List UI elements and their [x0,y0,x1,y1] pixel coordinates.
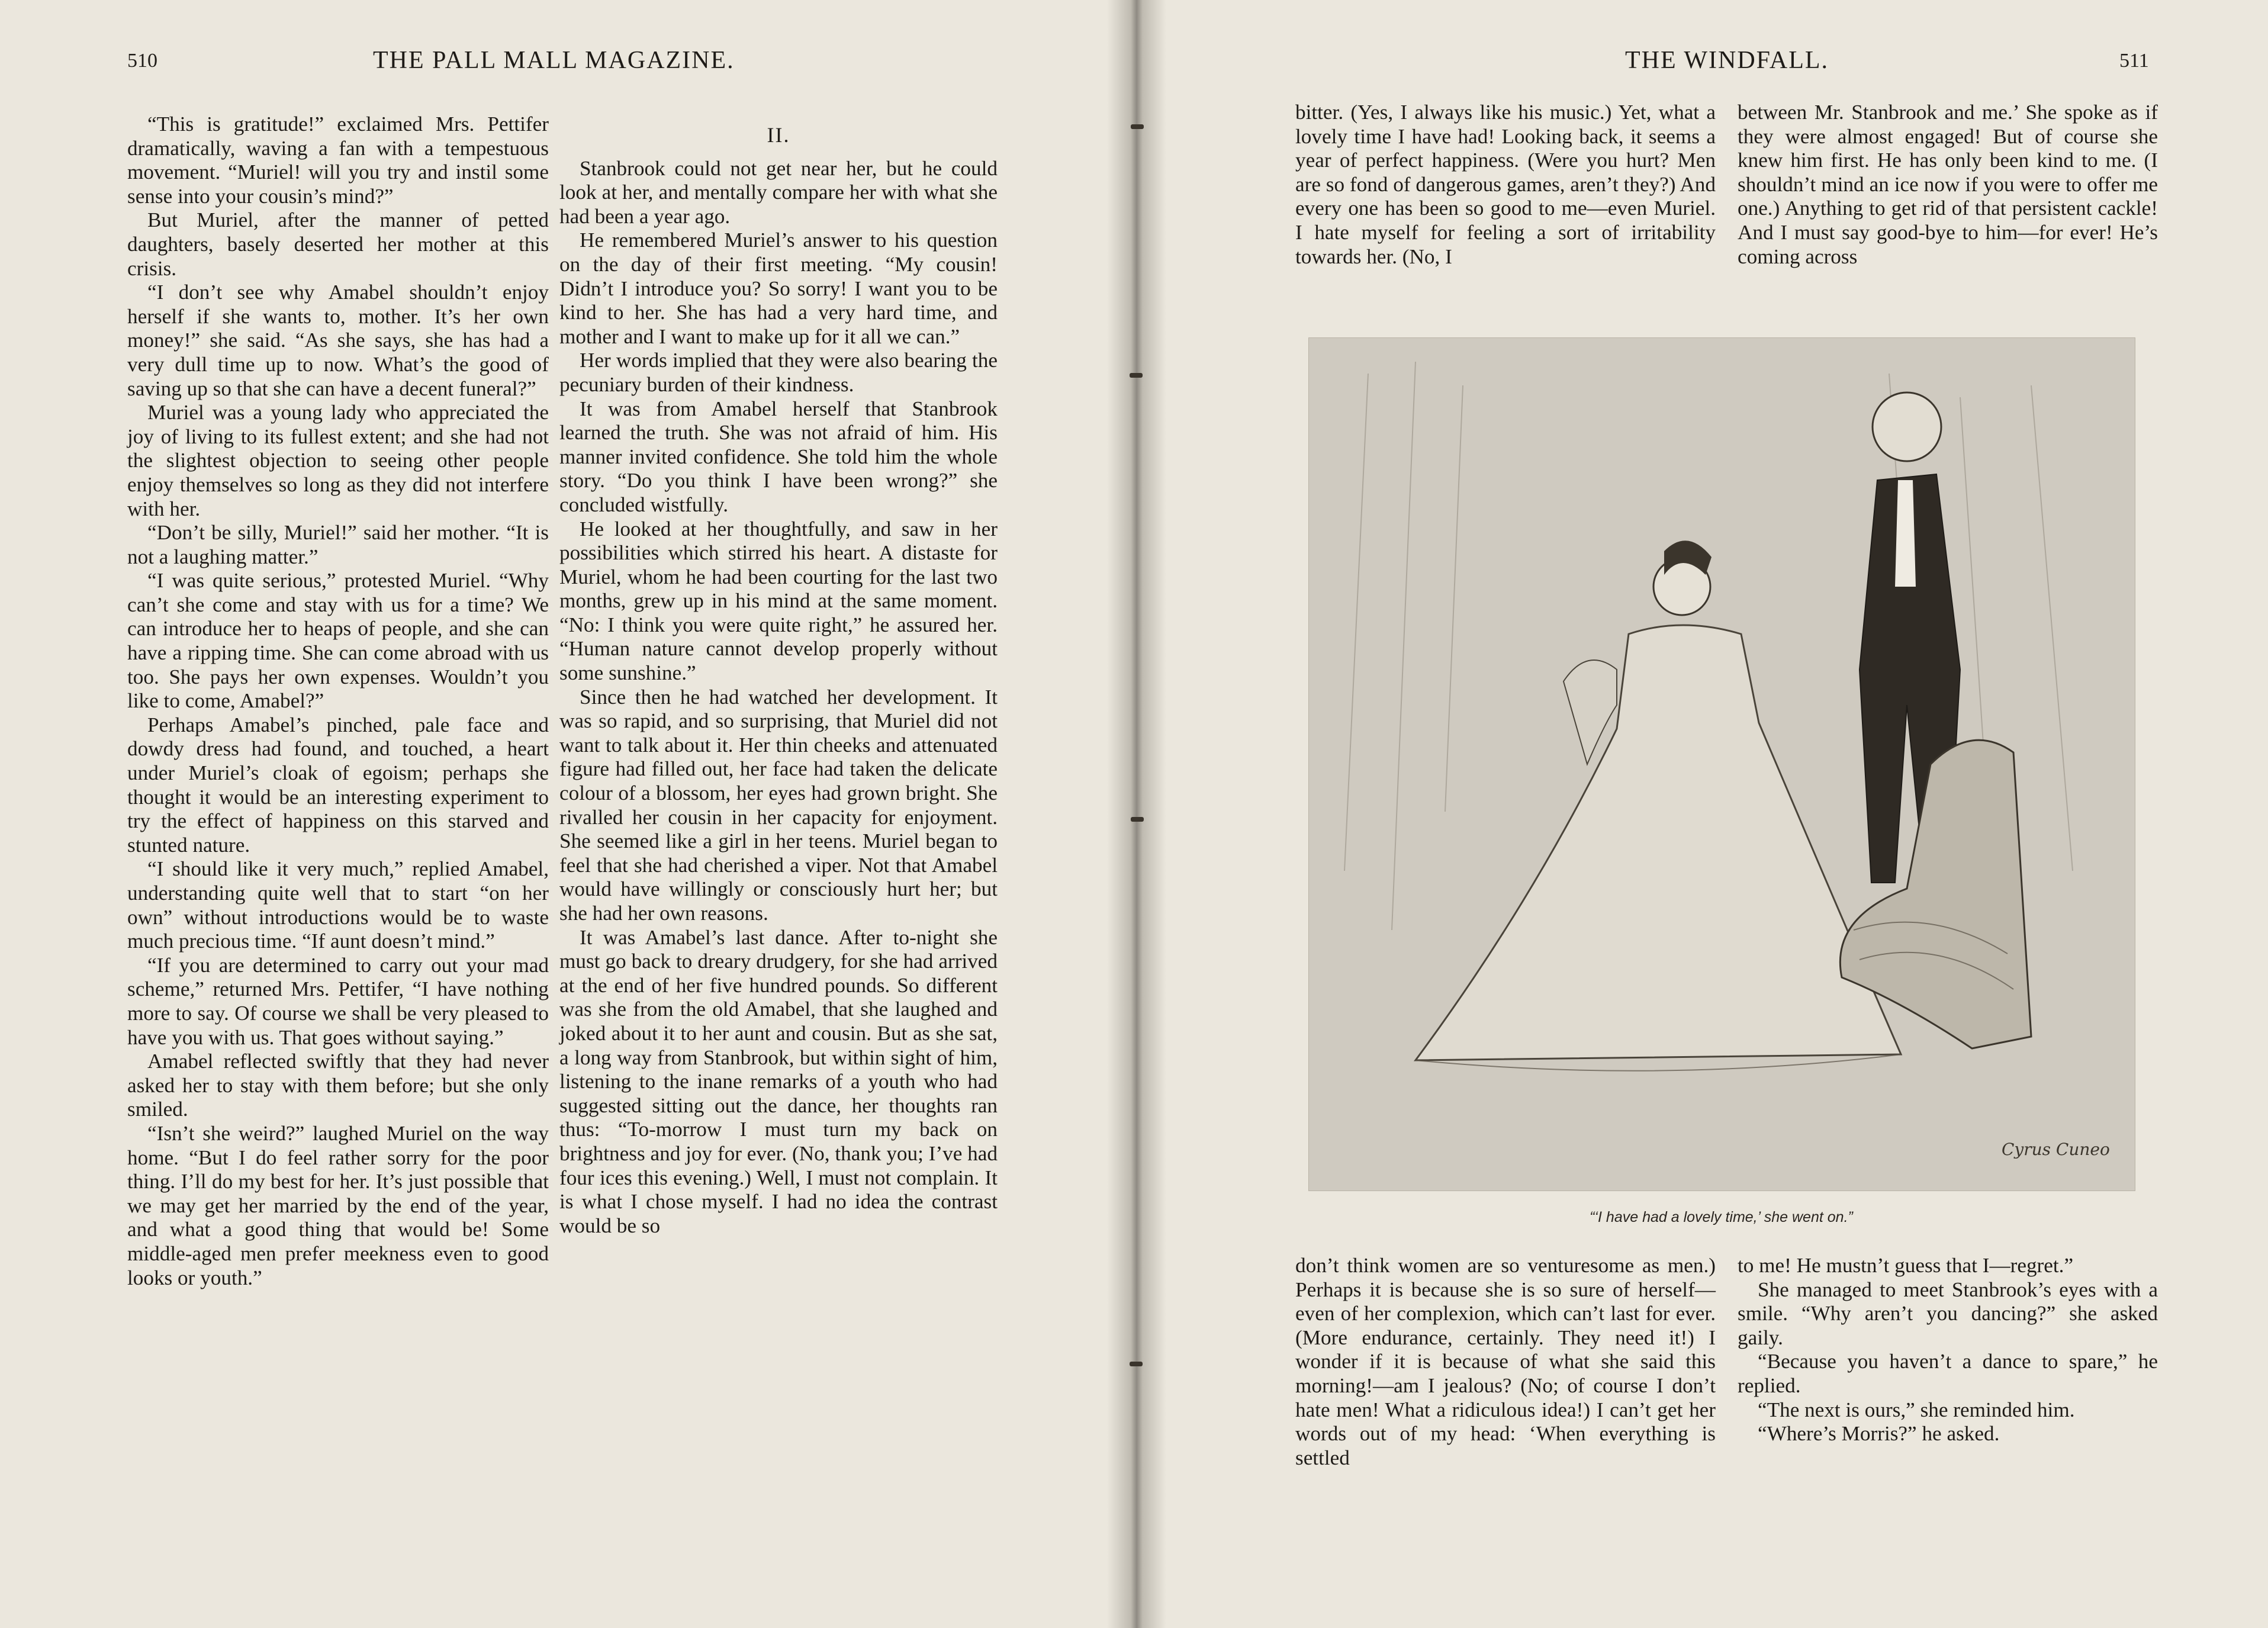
paragraph: “Where’s Morris?” he asked. [1758,1422,2000,1446]
paragraph: “I should like it very much,” replied Amabel, understanding quite well that to start “on her own” without introductions would be to waste much precious time. “If aunt doesn’t mind.” [127,857,549,953]
text-column-right-bottom-1 [1295,1254,1716,1470]
paragraph: Stanbrook could not get near her, but he could look at her, and mentally compare her with what she had been a year ago. [559,156,998,228]
running-head-right: THE WINDFALL. [1625,47,1829,74]
paragraph: He looked at her thoughtfully, and saw in her possibilities which stirred his heart. A distaste for Muriel, whom he had been courting for the last two months, grew up in his mind at the same moment. “No: I think you were quite right,” he assured her. “Human nature cannot develop properly without some sunshine.” [559,517,998,685]
section-heading: II. [767,123,790,147]
paragraph: “Don’t be silly, Muriel!” said her mother. “It is not a laughing matter.” [127,521,549,568]
binding-stitch [1130,1362,1143,1366]
binding-stitch [1131,124,1144,129]
paragraph: “The next is ours,” she reminded him. [1758,1398,2075,1421]
binding-stitch [1131,817,1144,822]
paragraph: “Because you haven’t a dance to spare,” he replied. [1738,1350,2158,1397]
paragraph: to me! He mustn’t guess that I—regret.” [1738,1254,2074,1277]
text-column-left-1 [127,112,549,1290]
paragraph: “Isn’t she weird?” laughed Muriel on the way home. “But I do feel rather sorry for the poor thing. I’ll do my best for her. It’s just possible that we may get her married by the end of the year, and what a good thing that would be! Some middle-aged men prefer meekness even to good looks or youth.” [127,1121,549,1289]
paragraph: between Mr. Stanbrook and me.’ She spoke as if they were almost engaged! But of course she knew him first. He has only been kind to me. (I shouldn’t mind an ice now if you were to offer me one.) Anything to get rid of that persistent cackle! And I must say good-bye to him—for ever! He’s coming across [1738,101,2158,268]
paragraph: “This is gratitude!” exclaimed Mrs. Pettifer dramatically, waving a fan with a tempestuous movement. “Muriel! will you try and instil some sense into your cousin’s mind?” [127,112,549,208]
paragraph: But Muriel, after the manner of petted daughters, basely deserted her mother at this crisis. [127,208,549,280]
paragraph: bitter. (Yes, I always like his music.) Yet, what a lovely time I have had! Looking back, it seems a year of perfect happiness. (Were you hurt? Men are so fond of dangerous games, aren’t they?) And every one has been so good to me—even Muriel. I hate myself for feeling a sort of irritability towards her. (No, I [1295,101,1716,268]
illustration [1308,337,2135,1191]
illustration-signature: Cyrus Cuneo [2002,1140,2110,1159]
paragraph: Amabel reflected swiftly that they had never asked her to stay with them before; but she only smiled. [127,1050,549,1121]
book-gutter [1107,0,1166,1628]
paragraph: “I was quite serious,” protested Muriel. “Why can’t she come and stay with us for a time? We can introduce her to heaps of people, and she can have a ripping time. She can come abroad with us too. She pays her own expenses. Wouldn’t you like to come, Amabel?” [127,569,549,713]
paragraph: Since then he had watched her development. It was so rapid, and so surprising, that Muriel did not want to talk about it. Her thin cheeks and attenuated figure had filled out, her face had taken the delicate colour of a blossom, her eyes had grown bright. She rivalled her cousin in her capacity for enjoyment. She seemed like a girl in her teens. Muriel began to feel that she had cherished a viper. Not that Amabel would have willingly or consciously hurt her; but she had her own reasons. [559,685,998,925]
text-column-right-top-2 [1738,101,2158,269]
paragraph: Her words implied that they were also bearing the pecuniary burden of their kindness. [559,349,998,396]
page-number-right: 511 [2119,50,2149,72]
paragraph: don’t think women are so venturesome as men.) Perhaps it is because she is so sure of herself—even of her complexion, which can’t last for ever. (More endurance, certainly. They need it!) I wonder if it is because of what she said this morning!—am I jealous? (No; of course I don’t hate men! What a ridiculous idea!) I can’t get her words out of my head: ‘When everything is settled [1295,1254,1716,1469]
paragraph: Perhaps Amabel’s pinched, pale face and dowdy dress had found, and touched, a heart under Muriel’s cloak of egoism; perhaps she thought it would be an interesting experiment to try the effect of happiness on this starved and stunted nature. [127,713,549,857]
paragraph: Muriel was a young lady who appreciated the joy of living to its fullest extent; and she had not the slightest objection to seeing other people enjoy themselves so long as they did not interfere with her. [127,401,549,520]
text-column-right-bottom-2 [1738,1254,2158,1446]
illustration-caption: “‘I have had a lovely time,’ she went on.” [1590,1209,1853,1225]
illustration-drawing [1309,338,2135,1191]
paragraph: She managed to meet Stanbrook’s eyes with a smile. “Why aren’t you dancing?” she asked gaily. [1738,1278,2158,1349]
paragraph: It was from Amabel herself that Stanbrook learned the truth. She was not afraid of him. His manner invited confidence. She told him the whole story. “Do you think I have been wrong?” she concluded wistfully. [559,397,998,516]
text-column-right-top-1 [1295,101,1716,269]
text-column-left-2 [559,123,998,1238]
paragraph: He remembered Muriel’s answer to his question on the day of their first meeting. “My cousin! Didn’t I introduce you? So sorry! I want you to be kind to her. She has had a very hard time, and mother and I want to make up for it all we can.” [559,229,998,348]
binding-stitch [1130,373,1143,378]
page-number-left: 510 [127,50,157,72]
paragraph: It was Amabel’s last dance. After to-night she must go back to dreary drudgery, for she had arrived at the end of her five hundred pounds. So different was she from the old Amabel, that she laughed and joked about it to her aunt and cousin. But as she sat, a long way from Stanbrook, but within sight of him, listening to the inane remarks of a youth who had suggested sitting out the dance, her thoughts ran thus: “To-morrow I must turn my back on brightness and joy for ever. (No, thank you; I’ve had four ices this evening.) Well, I must not complain. It is what I chose myself. I had no idea the contrast would be so [559,925,998,1237]
paragraph: “I don’t see why Amabel shouldn’t enjoy herself if she wants to, mother. It’s her own money!” she said. “As she says, she has had a very dull time up to now. What’s the good of saving up so that she can have a decent funeral?” [127,281,549,400]
running-head-left: THE PALL MALL MAGAZINE. [373,47,735,74]
paragraph: “If you are determined to carry out your mad scheme,” returned Mrs. Pettifer, “I have nothing more to say. Of course we shall be very pleased to have you with us. That goes without saying.” [127,953,549,1049]
